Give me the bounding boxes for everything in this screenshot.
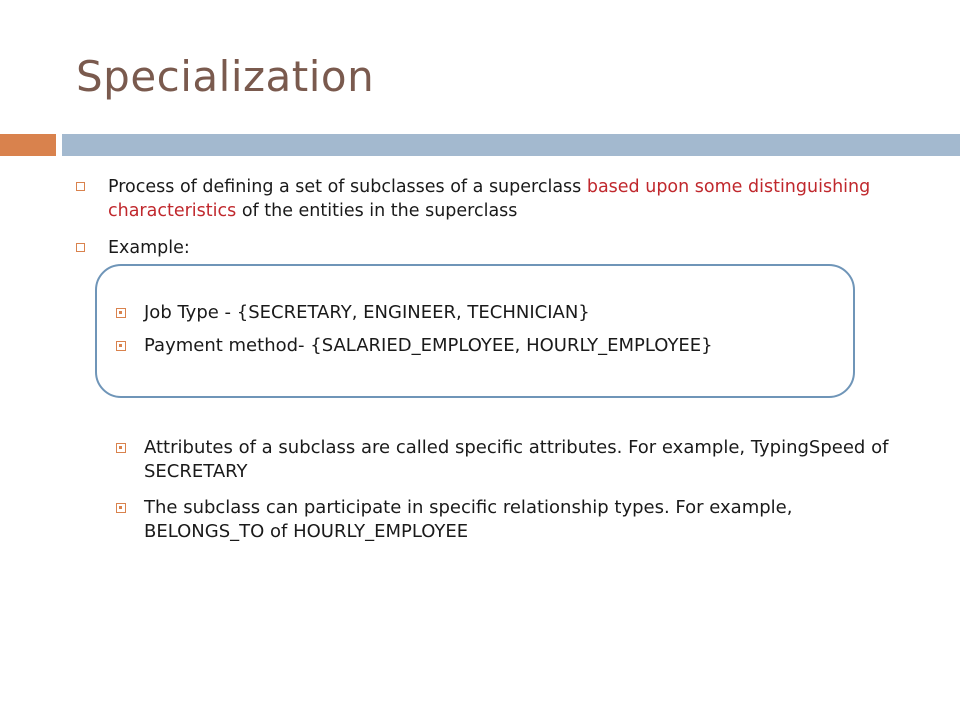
definition-highlight: based upon some distinguishing characteristics — [108, 177, 871, 221]
bullet-example — [76, 236, 896, 260]
filled-square-bullet-icon — [116, 341, 126, 351]
filled-square-bullet-icon — [116, 503, 126, 513]
example-item-job-type — [116, 301, 906, 325]
sub-bullet-specific-relationships — [116, 496, 906, 544]
example-item-payment-method — [116, 334, 906, 358]
bullet-definition-text — [108, 175, 896, 223]
bullet-definition — [76, 175, 896, 223]
square-bullet-icon — [76, 243, 85, 252]
example-item-text: Payment method- {SALARIED_EMPLOYEE, HOURLY_EMPLOYEE} — [144, 335, 713, 356]
title-rule — [62, 134, 960, 156]
definition-text-start: Process of defining a set of subclasses of a superclass — [108, 177, 587, 197]
slide-title: Specialization — [76, 52, 375, 101]
title-accent-bar — [0, 134, 56, 156]
square-bullet-icon — [76, 182, 85, 191]
example-item-text: Job Type - {SECRETARY, ENGINEER, TECHNICIAN} — [144, 302, 590, 323]
definition-text-end: of the entities in the superclass — [236, 201, 518, 221]
filled-square-bullet-icon — [116, 308, 126, 318]
filled-square-bullet-icon — [116, 443, 126, 453]
sub-bullet-text: The subclass can participate in specific relationship types. For example, BELONGS_TO of HOURLY_EMPLOYEE — [144, 497, 793, 542]
example-highlight-box — [95, 264, 855, 398]
sub-bullet-specific-attributes — [116, 436, 906, 484]
sub-bullet-text: Attributes of a subclass are called specific attributes. For example, TypingSpeed of SECRETARY — [144, 437, 889, 482]
bullet-example-text: Example: — [108, 238, 190, 258]
